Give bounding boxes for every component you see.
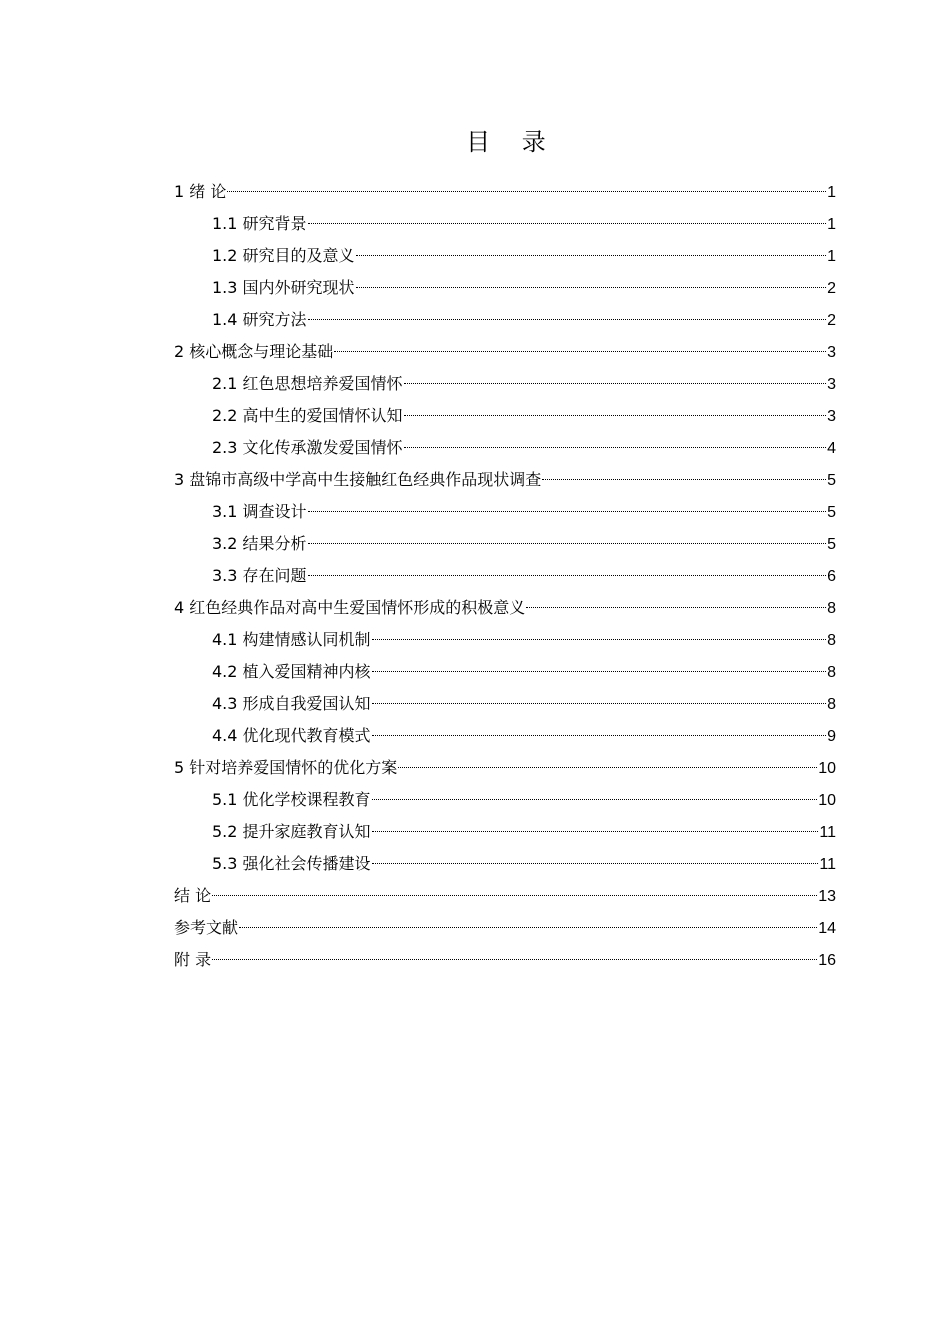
toc-entry-label[interactable]: 3 盘锦市高级中学高中生接触红色经典作品现状调查 — [174, 470, 542, 489]
dot-leader — [404, 447, 827, 448]
toc-page-number: 14 — [818, 920, 836, 937]
toc-page-number: 3 — [827, 376, 836, 393]
dot-leader — [308, 575, 827, 576]
toc-entry[interactable] — [174, 912, 836, 944]
toc-entry[interactable] — [174, 848, 836, 880]
dot-leader — [372, 799, 818, 800]
toc-entry[interactable] — [174, 592, 836, 624]
toc-page-number: 11 — [819, 824, 836, 841]
toc-entry-label[interactable]: 参考文献 — [174, 918, 239, 937]
toc-entry-label[interactable]: 1.3 国内外研究现状 — [212, 278, 355, 297]
toc-entry[interactable] — [174, 816, 836, 848]
toc-entry-label[interactable]: 5.3 强化社会传播建设 — [212, 854, 371, 873]
dot-leader — [308, 223, 827, 224]
toc-entry-label[interactable]: 2 核心概念与理论基础 — [174, 342, 334, 361]
toc-page-number: 5 — [827, 472, 836, 489]
toc-page-number: 11 — [819, 856, 836, 873]
toc-entry-label[interactable]: 1.1 研究背景 — [212, 214, 307, 233]
dot-leader — [356, 255, 827, 256]
dot-leader — [372, 671, 827, 672]
toc-entry[interactable] — [174, 656, 836, 688]
dot-leader — [372, 863, 819, 864]
dot-leader — [372, 831, 819, 832]
toc-entry-label[interactable]: 2.3 文化传承激发爱国情怀 — [212, 438, 403, 457]
toc-entry[interactable] — [174, 752, 836, 784]
toc-page-number: 8 — [827, 696, 836, 713]
toc-page-number: 1 — [827, 248, 836, 265]
toc-page-number: 3 — [827, 408, 836, 425]
toc-page-number: 8 — [827, 632, 836, 649]
toc-page-number: 1 — [827, 216, 836, 233]
toc-entry[interactable] — [174, 720, 836, 752]
toc-page-number: 8 — [827, 664, 836, 681]
toc-entry[interactable] — [174, 784, 836, 816]
dot-leader — [334, 351, 826, 352]
toc-page-number: 10 — [818, 792, 836, 809]
toc-entry-label[interactable]: 5.1 优化学校课程教育 — [212, 790, 371, 809]
toc-page-number: 2 — [827, 280, 836, 297]
toc-entry-label[interactable]: 4.4 优化现代教育模式 — [212, 726, 371, 745]
toc-entry[interactable] — [174, 400, 836, 432]
dot-leader — [212, 895, 817, 896]
toc-page-number: 3 — [827, 344, 836, 361]
dot-leader — [227, 191, 826, 192]
toc-page-number: 9 — [827, 728, 836, 745]
toc-entry-label[interactable]: 4.1 构建情感认同机制 — [212, 630, 371, 649]
toc-entry[interactable] — [174, 208, 836, 240]
toc-entry[interactable] — [174, 464, 836, 496]
toc-page-number: 6 — [827, 568, 836, 585]
toc-entry-label[interactable]: 4.3 形成自我爱国认知 — [212, 694, 371, 713]
dot-leader — [372, 639, 827, 640]
toc-entry-label[interactable]: 附 录 — [174, 950, 212, 969]
toc-entry[interactable] — [174, 560, 836, 592]
toc-entry-label[interactable]: 5 针对培养爱国情怀的优化方案 — [174, 758, 398, 777]
dot-leader — [308, 511, 827, 512]
toc-page-number: 2 — [827, 312, 836, 329]
dot-leader — [356, 287, 827, 288]
dot-leader — [372, 735, 827, 736]
toc-entry-label[interactable]: 结 论 — [174, 886, 212, 905]
toc-entry-label[interactable]: 5.2 提升家庭教育认知 — [212, 822, 371, 841]
toc-entry-label[interactable]: 2.2 高中生的爱国情怀认知 — [212, 406, 403, 425]
toc-page-number: 5 — [827, 536, 836, 553]
table-of-contents — [174, 176, 836, 976]
toc-entry-label[interactable]: 1 绪 论 — [174, 182, 227, 201]
toc-entry[interactable] — [174, 880, 836, 912]
toc-entry[interactable] — [174, 304, 836, 336]
dot-leader — [212, 959, 817, 960]
toc-page-number: 10 — [818, 760, 836, 777]
toc-entry[interactable] — [174, 944, 836, 976]
toc-page-number: 1 — [827, 184, 836, 201]
toc-page-number: 8 — [827, 600, 836, 617]
dot-leader — [526, 607, 826, 608]
dot-leader — [308, 543, 827, 544]
dot-leader — [542, 479, 826, 480]
toc-title: 目 录 — [466, 128, 558, 156]
toc-entry[interactable] — [174, 496, 836, 528]
toc-entry[interactable] — [174, 336, 836, 368]
toc-entry[interactable] — [174, 624, 836, 656]
toc-entry[interactable] — [174, 688, 836, 720]
toc-entry-label[interactable]: 2.1 红色思想培养爱国情怀 — [212, 374, 403, 393]
toc-entry[interactable] — [174, 528, 836, 560]
toc-entry-label[interactable]: 3.3 存在问题 — [212, 566, 307, 585]
dot-leader — [404, 415, 827, 416]
toc-page-number: 5 — [827, 504, 836, 521]
toc-entry[interactable] — [174, 272, 836, 304]
toc-entry-label[interactable]: 4.2 植入爱国精神内核 — [212, 662, 371, 681]
toc-page-number: 4 — [827, 440, 836, 457]
toc-page-number: 16 — [818, 952, 836, 969]
dot-leader — [404, 383, 827, 384]
toc-entry[interactable] — [174, 240, 836, 272]
toc-entry-label[interactable]: 3.1 调查设计 — [212, 502, 307, 521]
toc-entry-label[interactable]: 4 红色经典作品对高中生爱国情怀形成的积极意义 — [174, 598, 526, 617]
dot-leader — [239, 927, 817, 928]
toc-entry[interactable] — [174, 368, 836, 400]
dot-leader — [398, 767, 817, 768]
toc-entry-label[interactable]: 1.2 研究目的及意义 — [212, 246, 355, 265]
dot-leader — [372, 703, 827, 704]
toc-entry-label[interactable]: 3.2 结果分析 — [212, 534, 307, 553]
toc-entry-label[interactable]: 1.4 研究方法 — [212, 310, 307, 329]
toc-entry[interactable] — [174, 176, 836, 208]
toc-entry[interactable] — [174, 432, 836, 464]
toc-page-number: 13 — [818, 888, 836, 905]
dot-leader — [308, 319, 827, 320]
